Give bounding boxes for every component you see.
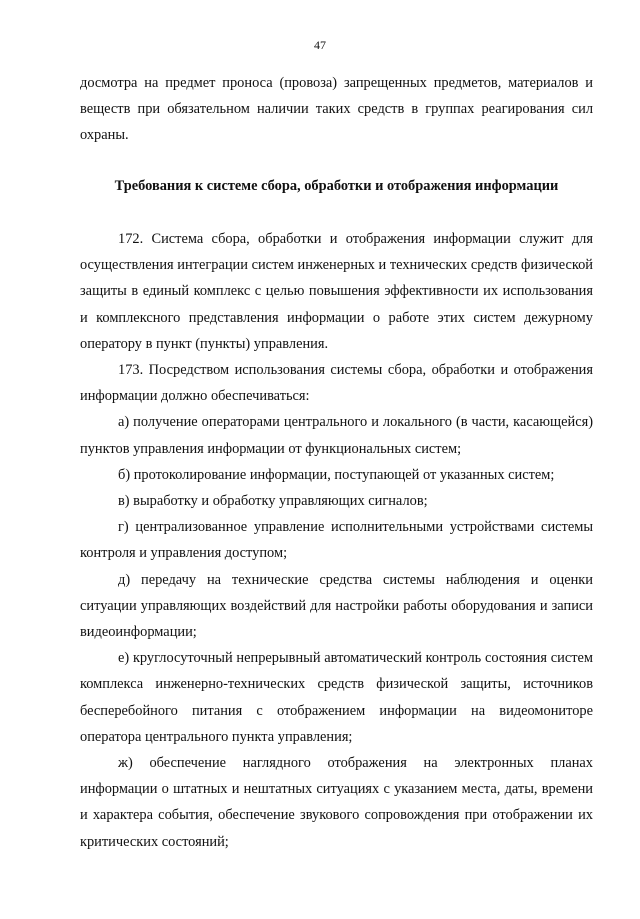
main-body [80, 226, 593, 855]
list-item-a: а) получение операторами центрального и локального (в части, касающейся) пунктов управления информации от функциональных систем; [80, 414, 593, 457]
section-heading: Требования к системе сбора, обработки и отображения информации [114, 178, 559, 194]
list-item-e: е) круглосуточный непрерывный автоматический контроль состояния систем комплекса инженерно-технических средств физической защиты, источников бесперебойного питания с отображением информации на видеомониторе оператора центрального пункта управления; [80, 650, 593, 745]
section-heading-block [80, 173, 593, 199]
continuation-paragraph: досмотра на предмет проноса (провоза) запрещенных предметов, материалов и веществ при обязательном наличии таких средств в группах реагирования сил охраны. [80, 75, 593, 144]
paragraph-173: 173. Посредством использования системы сбора, обработки и отображения информации должно обеспечиваться: [80, 362, 593, 405]
list-item-g: г) централизованное управление исполнительными устройствами системы контроля и управления доступом; [80, 519, 593, 562]
list-item-v: в) выработку и обработку управляющих сигналов; [118, 493, 428, 510]
list-item-d: д) передачу на технические средства системы наблюдения и оценки ситуации управляющих воздействий для настройки работы оборудования и записи видеоинформации; [80, 571, 593, 641]
continuation-block [80, 70, 593, 149]
paragraph-172: 172. Система сбора, обработки и отображения информации служит для осуществления интеграции систем инженерных и технических средств физической защиты в единый комплекс с целью повышения эффективности их использования и комплексного представления информации о работе этих систем дежурному оператору в пункт (пункты) управления. [80, 231, 593, 352]
list-item-b: б) протоколирование информации, поступающей от указанных систем; [118, 466, 555, 483]
page-number: 47 [314, 38, 326, 52]
list-item-zh: ж) обеспечение наглядного отображения на электронных планах информации о штатных и нештатных ситуациях с указанием места, даты, времени и характера события, обеспечение звукового сопровождения при отображении их критических состояний; [80, 755, 593, 850]
